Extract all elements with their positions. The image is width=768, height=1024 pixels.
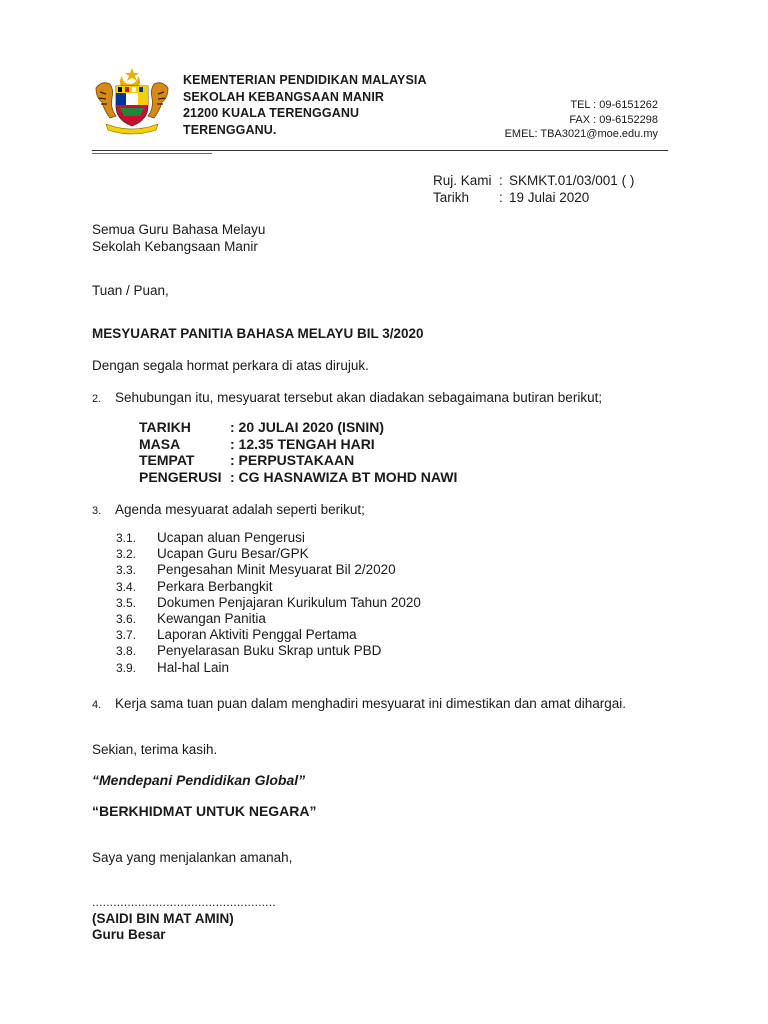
paragraph-4 <box>92 696 626 711</box>
detail-row <box>139 419 457 436</box>
agenda-text: Pengesahan Minit Mesyuarat Bil 2/2020 <box>157 562 396 578</box>
agenda-number: 3.7. <box>116 628 137 643</box>
recipient <box>92 221 265 255</box>
agenda-number: 3.3. <box>116 563 137 578</box>
list-item <box>116 562 421 578</box>
list-item <box>116 530 421 546</box>
list-item <box>116 627 421 643</box>
detail-row <box>139 436 457 453</box>
contact-tel: TEL : 09-6151262 <box>570 99 658 111</box>
contact-email: EMEL: TBA3021@moe.edu.my <box>504 128 658 140</box>
ref-label: Ruj. Kami <box>433 173 492 188</box>
motto-service: “BERKHIDMAT UNTUK NEGARA” <box>92 803 317 819</box>
detail-value-time: : 12.35 TENGAH HARI <box>230 435 375 452</box>
paragraph-2 <box>92 390 602 405</box>
date-label: Tarikh <box>433 190 470 205</box>
malaysia-coat-of-arms-icon <box>92 66 172 138</box>
org-ministry: KEMENTERIAN PENDIDIKAN MALAYSIA <box>183 73 427 87</box>
agenda-text: Penyelarasan Buku Skrap untuk PBD <box>157 643 382 659</box>
signer-title: Guru Besar <box>92 927 166 942</box>
paragraph-2-text: Sehubungan itu, mesyuarat tersebut akan diadakan sebagaimana butiran berikut; <box>115 390 603 405</box>
list-item <box>116 546 421 562</box>
recipient-line-2: Sekolah Kebangsaan Manir <box>92 239 258 254</box>
ref-value: SKMKT.01/03/001 ( ) <box>509 173 635 188</box>
organization-address <box>183 72 427 138</box>
agenda-text: Perkara Berbangkit <box>157 578 273 594</box>
agenda-text: Ucapan Guru Besar/GPK <box>157 546 309 562</box>
list-item <box>116 660 421 676</box>
agenda-number: 3.2. <box>116 547 137 562</box>
date-value: 19 Julai 2020 <box>509 190 590 205</box>
agenda-text: Ucapan aluan Pengerusi <box>157 530 305 545</box>
motto-education: “Mendepani Pendidikan Global” <box>92 772 306 788</box>
agenda-text: Laporan Aktiviti Penggal Pertama <box>157 627 357 643</box>
org-state: TERENGGANU. <box>183 122 277 137</box>
detail-value-venue: : PERPUSTAKAAN <box>230 452 355 468</box>
agenda-text: Kewangan Panitia <box>157 611 266 627</box>
ref-colon: : <box>499 173 503 188</box>
agenda-number: 3.6. <box>116 612 137 627</box>
detail-row <box>139 452 457 469</box>
signer-name: (SAIDI BIN MAT AMIN) <box>92 911 234 926</box>
letter-subject: MESYUARAT PANITIA BAHASA MELAYU BIL 3/2020 <box>92 326 424 341</box>
agenda-number: 3.8. <box>116 644 137 659</box>
detail-label-venue: TEMPAT <box>139 452 195 468</box>
paragraph-3 <box>92 502 365 517</box>
agenda-text: Hal-hal Lain <box>157 659 230 675</box>
paragraph-4-number: 4. <box>92 699 102 711</box>
meeting-details <box>139 419 457 485</box>
org-postcode-city: 21200 KUALA TERENGGANU <box>183 106 360 120</box>
contact-fax: FAX : 09-6152298 <box>569 113 658 126</box>
agenda-number: 3.5. <box>116 595 137 610</box>
detail-label-chair: PENGERUSI <box>139 468 222 485</box>
salutation: Tuan / Puan, <box>92 283 169 298</box>
signature-intro: Saya yang menjalankan amanah, <box>92 850 293 865</box>
org-school: SEKOLAH KEBANGSAAN MANIR <box>183 89 385 104</box>
contact-info <box>505 98 658 142</box>
list-item <box>116 595 421 611</box>
list-item <box>116 579 421 595</box>
agenda-number: 3.4. <box>116 579 137 594</box>
header-divider-accent <box>92 153 212 154</box>
reference-block <box>433 172 634 206</box>
paragraph-4-text: Kerja sama tuan puan dalam menghadiri mesyuarat ini dimestikan dan amat dihargai. <box>115 696 627 711</box>
agenda-text: Dokumen Penjajaran Kurikulum Tahun 2020 <box>157 594 421 610</box>
header-divider <box>92 150 668 151</box>
detail-label-date: TARIKH <box>139 419 191 435</box>
paragraph-3-number: 3. <box>92 505 102 517</box>
agenda-list <box>116 530 421 676</box>
closing-line: Sekian, terima kasih. <box>92 742 218 757</box>
date-colon: : <box>499 190 503 205</box>
detail-label-time: MASA <box>139 435 181 452</box>
detail-row <box>139 469 457 486</box>
signature-line: .................................................... <box>92 895 276 909</box>
paragraph-3-text: Agenda mesyuarat adalah seperti berikut; <box>115 502 365 517</box>
detail-value-date: : 20 JULAI 2020 (ISNIN) <box>230 419 385 435</box>
list-item <box>116 611 421 627</box>
agenda-number: 3.9. <box>116 660 137 675</box>
agenda-number: 3.1. <box>116 531 137 545</box>
list-item <box>116 643 421 659</box>
detail-value-chair: : CG HASNAWIZA BT MOHD NAWI <box>230 468 458 485</box>
intro-paragraph: Dengan segala hormat perkara di atas dirujuk. <box>92 358 369 373</box>
paragraph-2-number: 2. <box>92 393 102 405</box>
recipient-line-1: Semua Guru Bahasa Melayu <box>92 222 266 237</box>
